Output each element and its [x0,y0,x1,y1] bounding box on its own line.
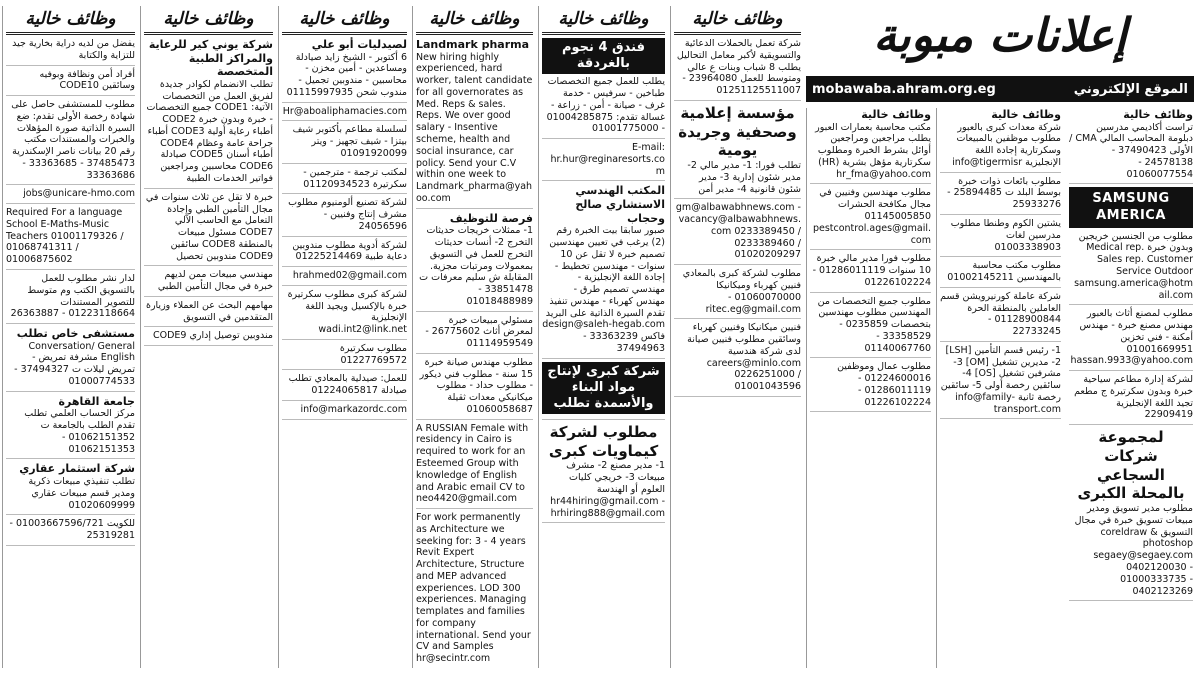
ad-body: مطلوب مدير تسويق ومدير مبيعات تسويق خبرة في مجال التسويق coreldraw & photoshop segaey@segaey.com 0402120030 - 01000333735 - 0402123269 [1074,503,1193,597]
ad-title: مستشفى خاص تطلب [16,327,135,341]
ad-body: 1- رئيس قسم التأمين [LSH] 2- مديرين تشغيل [OM] 3- مشرفين تشغيل [OS] 4- سائقين رخصة أولى 5- سائقين رخصة ثانية info@family-transport.com [940,344,1061,415]
ad-body: 6 أكتوبر - الشيخ زايد صيادلة ومساعدين - أمين مخزن - محاسبين - مندوبين تجميل - مندوب شحن 01115997935 [286,51,407,98]
section-header: وظائف خالية [6,6,135,35]
ad-body: لشركة أدوية مطلوب مندوبين دعاية طبية 01225214469 [292,239,407,263]
ad-body: E-mail: hr.hur@reginaresorts.com [550,142,665,177]
ad-body: شركة عاملة كورنيرويشن قسم العاملين بالمنطقة الحرة 01128900844 - 22733245 [940,290,1061,338]
classified-ad [416,212,533,312]
ad-body: لدار نشر مطلوب للعمل بالتسويق الكتب وم متوسط للتصوير المستندات 01223118664 - 26363887 [10,273,135,320]
ad-title: المكتب الهندسي الاستشاري صالح وحجاب [575,184,665,225]
classified-ad [940,291,1061,342]
ad-body: مهامهم البحث عن العملاء وزيارة المتقدمين في التسويق [145,299,273,323]
ad-body: فنيين ميكانيكا وفنيين كهرباء وسائقين مطلوب فنيين صيانة لدى شركة هندسية careers@minlo.com 0226251000 / 01001043596 [687,322,801,393]
ad-body: يشتين الكوم وطنطا مطلوب مدرسين لغات 01003338903 [950,217,1061,253]
ad-headline: مطلوب لشركة كيماويات كبرى [548,422,659,460]
classified-ad [542,184,665,358]
ad-body: مطلوب لمصنع أثاث بالعبور مهندس مصنع خبرة - مهندس أمكنة - فني تخزين 01001669951 hassan.9933@yahoo.com [1070,308,1193,367]
ad-body: مطلوب للمستشفى حاصل على شهادة رخصة الأولى تقدم: ضع السيرة الذاتية صورة المؤهلات والخبرات والمستندات مكتب رقم 20 بيانات ناصر الإسكندرية 37485473 - 33363685 - 33363686 [11,99,135,181]
ad-body: يطلب للعمل جميع التخصصات طباخين - سرفيس - خدمة غرف - صيانة - أمن - زراعة - غسالة تقدم: 01004285875 - 01001775000 [546,76,665,135]
column-5 [538,6,668,668]
ad-body: مطلوب مكتب محاسبة بالمهندسين 01002145211 [947,260,1061,284]
classified-ad [282,124,407,163]
classified-ad [940,345,1061,420]
classified-ad [1069,187,1193,305]
classified-ad [6,462,135,515]
ad-body: لمكتب ترجمة - مترجمين - سكرتيرة 01120934523 [303,166,407,190]
classified-ad [940,108,1061,173]
ad-body: مهندسي مبيعات ممن لديهم خبرة في مجال التأمين الطبي [157,269,273,293]
classified-ad [282,197,407,236]
classified-ad [6,99,135,185]
ad-body: A RUSSIAN Female with residency in Cairo is required to work for an Esteemed Group with knowledge of English and Arabic email CV to neo4420@gmail.com [416,422,529,505]
classified-ad [144,330,273,346]
section-header: وظائف خالية [542,6,665,35]
classified-ad [542,423,665,523]
classified-ad [282,404,407,420]
ad-title: شركة يوني كير للرعاية والمراكز الطبية المتخصصة [148,38,273,79]
classified-ad [144,192,273,267]
ad-body: تراست أكاديمي مدرسين دبلومة المحاسب المالي CMA / الأولى 37490423 - 24578138 - 01060077554 [1069,121,1193,180]
ad-body: خبرة لا تقل عن ثلاث سنوات في مجال التأمين الطبي وإجادة التعامل مع الحاسب الآلي CODE7 مسئول مبيعات بالمنطقة CODE8 سائقين CODE9 مندوبين تحصيل [145,191,273,262]
ad-body: لشركة كبرى مطلوب سكرتيرة خبرة بالإكسيل ويجيد اللغة الإنجليزية wadi.int2@link.net [287,288,407,336]
ad-body: لسلسلة مطاعم بأكتوبر شيف بيتزا - شيف تجهيز - ويتر 01091920099 [292,124,407,159]
ad-body: أفراد أمن ونظافة وبوفيه وسائقين CODE10 [39,68,135,92]
ad-body: للعمل: صيدلية بالمعادي تطلب صيادلة 01224065817 [288,373,407,397]
classified-ad [1069,428,1193,601]
classified-ad [674,322,801,397]
classified-ad [6,518,135,546]
ad-body: مطلوب مهندس صيانة خبرة 15 سنة - مطلوب فني ديكور - مطلوب حداد - مطلوب ميكانيكي معدات ثقيلة 01060058687 [419,356,533,415]
ad-body: 1- مدير مصنع 2- مشرف مبيعات 3- خريجي كليات العلوم أو الهندسة hr44hiring@gmail.com - hrhiring888@gmail.com [550,460,665,519]
column-1 [2,6,138,668]
classified-ad [416,357,533,420]
ad-headline: مؤسسة إعلامية وصحفية وجريدة يومية [678,103,797,160]
classified-ad [282,289,407,340]
classified-ad [542,38,665,139]
classified-ad [282,167,407,195]
classified-ad [810,361,931,412]
classified-ad [282,240,407,268]
ad-body: info@markazordc.com [300,404,407,415]
classified-ad [1069,374,1193,425]
column-3 [278,6,410,668]
classified-ad [6,395,135,460]
classified-ad [144,300,273,328]
ad-title: وظائف خالية [991,108,1061,121]
ad-body: For work permanently as Architecture we seeking for: 3 - 4 years Revit Expert Architecture, Structure and MEP advanced experiences. LOD 300 experiences. Managing templates and families for company international. Send your CV and Samples hr@secintr.com [416,512,531,665]
ad-banner: فندق 4 نجوم بالغردقة [542,38,665,74]
ad-body: شركة تعمل بالحملات الدعائية والتسويقية لأكبر معامل التحاليل يطلب 8 شباب وبنات ع عالي ومتوسط للعمل 23964080 - 01251125511007 [676,38,801,97]
ad-body: صبور سابقا بيت الخبرة رقم (2) يرغب في تعيين مهندسين تصميم خبرة لا تقل عن 10 سنوات - مهندسين تخطيط - إجادة اللغة الإنجليزية - مهندسي تصميم طرق - مهندس كهرباء - مهندس تنفيذ تقدم السيرة الذاتية على البريد design@saleh-hegab.com فاكس 33363239 - 37494963 [542,225,665,354]
ad-body: gm@albawabhnews.com - vacancy@albawabhnews.com 0233389450 / 0233389460 / 01020209297 [675,202,801,261]
ad-body: Required For a language School E-Maths-Music Teachers 01001179326 / 01068741311 / 01006875602 [6,207,124,266]
classified-ad [416,38,533,209]
ad-title: لصيدليات أبو علي [311,38,407,51]
ad-body: Hr@aboaliphamacies.com [282,105,407,117]
website-bar[interactable] [806,76,1194,102]
website-url[interactable]: mobawaba.ahram.org.eg [812,81,996,97]
classified-ad [6,188,135,204]
website-label: الموقع الإلكتروني [1073,81,1188,97]
classified-ad [674,104,801,200]
ad-body: تطلب تنفيذي مبيعات ذكرية ومدير قسم مبيعات عقاري 01020609999 [28,476,135,511]
ad-body: لشركة تصنيع ألومنيوم مطلوب مشرف إنتاج وفنيين - 24056596 [288,197,407,232]
ad-body: مطلوب بائعات ذوات خبرة بوسط البلد ت 25894485 - 25933276 [947,175,1061,211]
ad-banner: SAMSUNG AMERICA [1069,187,1193,227]
ad-body: Conversation/ General English مشرفة تمريض - تمريض ليلات ت 37494327 - 01000774533 [14,340,135,387]
column-6 [670,6,804,668]
ad-banner: شركة كبرى لإنتاج مواد البناء والأسمدة تطلب [542,362,665,414]
ad-body: مندوبين توصيل إداري CODE9 [152,330,273,342]
classified-ad [940,260,1061,288]
classified-ad [940,218,1061,257]
masthead-title: إعلانات مبوبة [873,8,1127,62]
column-8 [936,108,1064,668]
ad-title: جامعة القاهرة [58,394,135,408]
classified-ad [674,268,801,319]
classified-ad [810,187,931,250]
classified-ad [1069,308,1193,371]
classified-ad [940,176,1061,215]
ad-title: وظائف خالية [1123,108,1193,121]
ad-headline: لمجموعة شركات السجاعي بالمحلة الكبرى [1077,428,1185,503]
classified-ad [542,142,665,181]
classified-ad [6,327,135,392]
ad-body: مطلوب جميع التخصصات من المهندسين مطلوب مهندسين بتخصصات 0235859 - 33358529 - 01140067760 [817,295,931,354]
classified-ad [282,343,407,371]
ad-body: تطلب الانضمام لكوادر جديدة لفريق العمل من التخصصات الآتية: CODE1 جميع التخصصات - خبرة وبدون خبرة CODE2 أطباء رعاية أولية CODE3 أطباء جراحة عامة وعظام CODE4 أطباء أسنان CODE5 صيادلة CODE6 محاسبين ومراجعين فواتير الخدمات الطبية [146,78,273,184]
ad-body: hrahmed02@gmail.com [292,270,407,282]
classified-ad [542,362,665,420]
classified-ad [144,269,273,297]
ad-body: شركة معدات كبرى بالعبور مطلوب موظفين بالمبيعات وسكرتارية إجادة اللغة الإنجليزية info@tigermisr [952,121,1061,168]
classified-ad [6,38,135,66]
column-4 [412,6,536,668]
ad-body: مطلوب سكرتيرة 01227769572 [339,342,407,366]
classified-ad [416,512,533,668]
ad-body: مطلوب مهندسين وفنيين في مجال مكافحة الحشرات 01145005850 pestcontrol.ages@gmail.com [812,187,931,246]
ad-body: مطلوب من الجنسين خريجين وبدون خبرة Medical rep. Sales rep. Customer Service Outdoor samsung.america@hotmail.com [1074,230,1193,301]
ad-body: يفضل من لديه دراية بخارية جيد للتزاية والكتابة [12,38,135,61]
ad-body: مطلوب لشركة كبرى بالمعادي فنيين كهرباء وميكانيكا 01060070000 - ritec.eg@gmail.com [682,268,801,315]
column-9 [1066,108,1196,668]
classified-ad [144,38,273,189]
classified-ad [6,69,135,97]
classified-ad [674,202,801,265]
classified-ad [1069,108,1193,184]
classified-ad [6,273,135,324]
column-7 [806,108,934,668]
ad-body: مكتب محاسبة بعمارات العبور يطلب مراجعين ومراجعين أوائل بشرط الخبرة ومطلوب سكرتارية مؤهل بشرية (HR) hr_fma@yahoo.com [815,121,931,180]
ad-body: تطلب فورا: 1- مدير مالي 2- مدير شئون إدارية 3- مدير شئون قانونية 4- مدير أمن [687,160,801,195]
ad-body: لشركة إدارة مطاعم سياحية خبرة وبدون سكرتيرة ج مطعم تجيد اللغة الإنجليزية 22909419 [1074,374,1193,421]
ad-body: مطلوب فورا مدير مالي خبرة 10 سنوات 01286011119 - 01226102224 [812,253,931,288]
section-header: وظائف خالية [144,6,273,35]
classified-ad [282,38,407,103]
classified-ad [416,315,533,354]
ad-body: jobs@unicare-hmo.com [23,188,135,200]
classified-ad [282,373,407,401]
ad-body: مركز الحساب العلمي تطلب تقدم الطلب بالجامعة ت 01062151352 - 01062151353 [24,408,135,455]
ad-title: شركة استثمار عقاري [19,462,135,476]
ad-body: مسئولي مبيعات خبرة لمعرض أثاث 26775602 - 01114959549 [425,314,533,350]
classified-ad [674,38,801,101]
classified-ad [282,106,407,122]
section-header: وظائف خالية [416,6,533,35]
classified-ad [810,296,931,359]
column-2 [140,6,276,668]
ad-title: فرصة للتوظيف [449,211,533,225]
classified-ad [282,270,407,286]
classified-ad [810,253,931,292]
ad-title: Landmark pharma [416,38,530,51]
masthead [806,6,1194,102]
ad-body: New hiring highly experienced, hard worker, talent candidate for all governorates as Med. Reps & sales. Reps. We over good salary - Insentive scheme, health and social insurance, car policy. Send your C.V within one week to Landmark_pharma@yahoo.com [416,51,533,204]
ad-title: وظائف خالية [861,108,931,121]
ad-body: 1- ممثلات خريجات حديثات التخرج 2- أنسات حديثات التخرج للعمل في التسويق بمعمولات ومرتبات مجزية. المقابلة ش سليم معرفات ت 33851478 - 01018488989 [419,225,533,307]
section-header: وظائف خالية [674,6,801,35]
section-header: وظائف خالية [282,6,407,35]
ad-body: مطلوب عمال وموظفين 01224600016 - 01286011119 - 01226102224 [837,361,931,408]
ad-body: للكويت 01003667596/721 - 25319281 [9,518,135,542]
classified-ad [810,108,931,184]
classified-ad [416,423,533,509]
classified-ad [6,207,135,270]
